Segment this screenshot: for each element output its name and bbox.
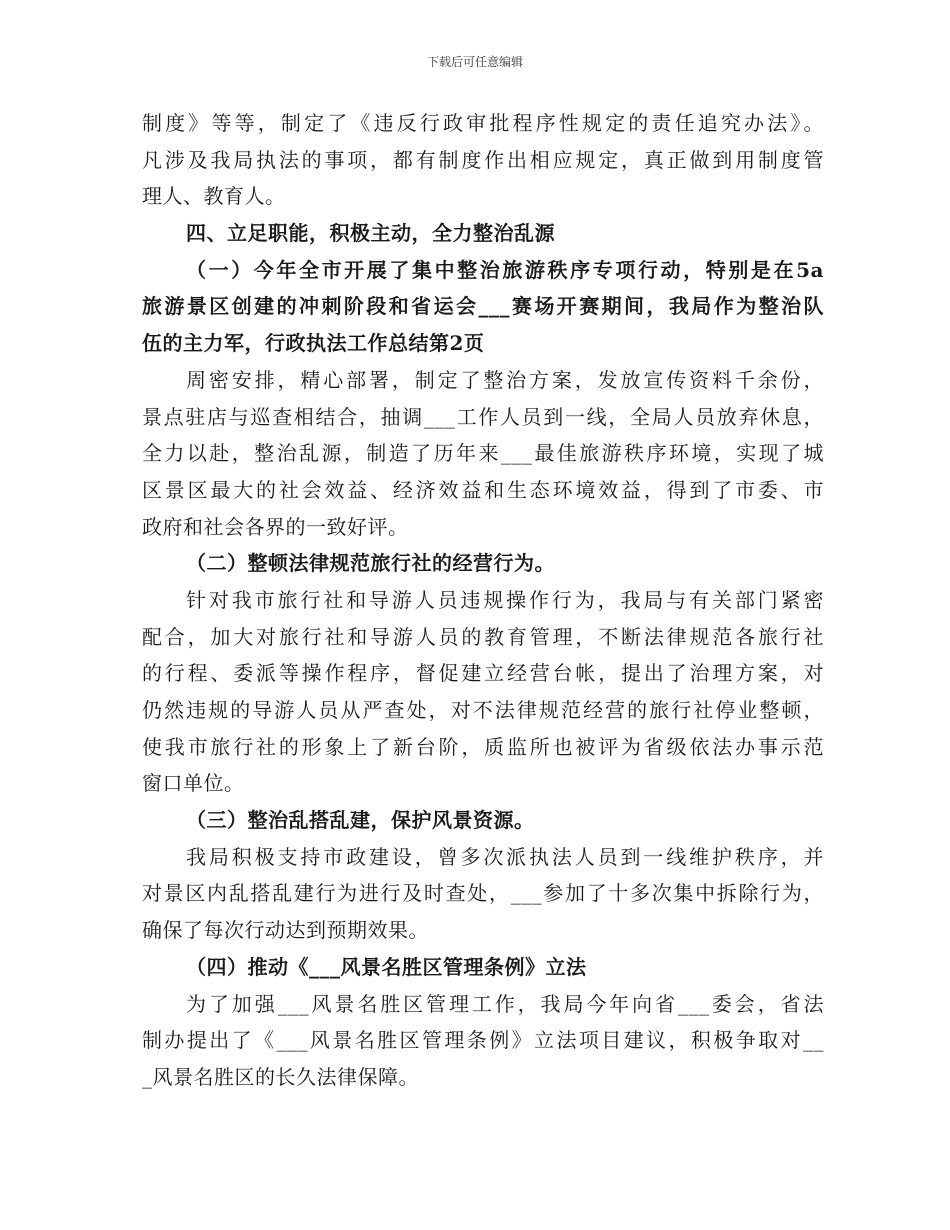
text-line: 周密安排，精心部署，制定了整治方案，发放宣传资料千余份， bbox=[186, 367, 824, 392]
text-line: 对景区内乱搭乱建行为进行及时查处，___参加了十多次集中拆除行为， bbox=[142, 881, 824, 906]
text-line: 为了加强___风景名胜区管理工作，我局今年向省___委会，省法 bbox=[186, 991, 824, 1016]
document-body bbox=[142, 105, 824, 1096]
text-line: 理人、教育人。 bbox=[142, 184, 286, 209]
text-line: 仍然违规的导游人员从严查处，对不法律规范经营的旅行社停业整顿， bbox=[142, 698, 824, 722]
text-line: 景点驻店与巡查相结合，抽调___工作人员到一线，全局人员放弃休息， bbox=[142, 404, 824, 429]
text-line: 的行程、委派等操作程序，督促建立经营台帐，提出了治理方案，对 bbox=[142, 661, 824, 686]
heading-line: （二）整顿法律规范旅行社的经营行为。 bbox=[186, 551, 555, 576]
text-line: 政府和社会各界的一致好评。 bbox=[142, 514, 409, 539]
text-line: 窗口单位。 bbox=[142, 771, 245, 796]
text-line: 凡涉及我局执法的事项，都有制度作出相应规定，真正做到用制度管 bbox=[142, 147, 824, 172]
heading-line: （一）今年全市开展了集中整治旅游秩序专项行动，特别是在5a bbox=[186, 257, 824, 282]
heading-line: （三）整治乱搭乱建，保护风景资源。 bbox=[186, 808, 535, 833]
text-line: _风景名胜区的长久法律保障。 bbox=[142, 1064, 419, 1089]
heading-line: （四）推动《___风景名胜区管理条例》立法 bbox=[186, 954, 587, 979]
page-header: 下载后可任意编辑 bbox=[426, 55, 523, 69]
heading-line: 旅游景区创建的冲刺阶段和省运会___赛场开赛期间，我局作为整治队 bbox=[142, 294, 824, 319]
text-line: 针对我市旅行社和导游人员违规操作行为，我局与有关部门紧密 bbox=[186, 587, 824, 612]
heading-line: 伍的主力军，行政执法工作总结第2页 bbox=[142, 331, 485, 356]
text-line: 我局积极支持市政建设，曾多次派执法人员到一线维护秩序，并 bbox=[186, 844, 824, 869]
text-line: 确保了每次行动达到预期效果。 bbox=[142, 918, 429, 943]
text-line: 配合，加大对旅行社和导游人员的教育管理，不断法律规范各旅行社 bbox=[142, 624, 824, 649]
heading-line: 四、立足职能，积极主动，全力整治乱源 bbox=[186, 221, 555, 246]
text-line: 全力以赴，整治乱源，制造了历年来___最佳旅游秩序环境，实现了城 bbox=[142, 441, 824, 466]
text-line: 制办提出了《___风景名胜区管理条例》立法项目建议，积极争取对__ bbox=[142, 1028, 824, 1053]
text-line: 区景区最大的社会效益、经济效益和生态环境效益，得到了市委、市 bbox=[142, 477, 824, 502]
text-line: 使我市旅行社的形象上了新台阶，质监所也被评为省级依法办事示范 bbox=[142, 734, 824, 759]
text-line: 制度》等等，制定了《违反行政审批程序性规定的责任追究办法》。 bbox=[142, 111, 824, 135]
